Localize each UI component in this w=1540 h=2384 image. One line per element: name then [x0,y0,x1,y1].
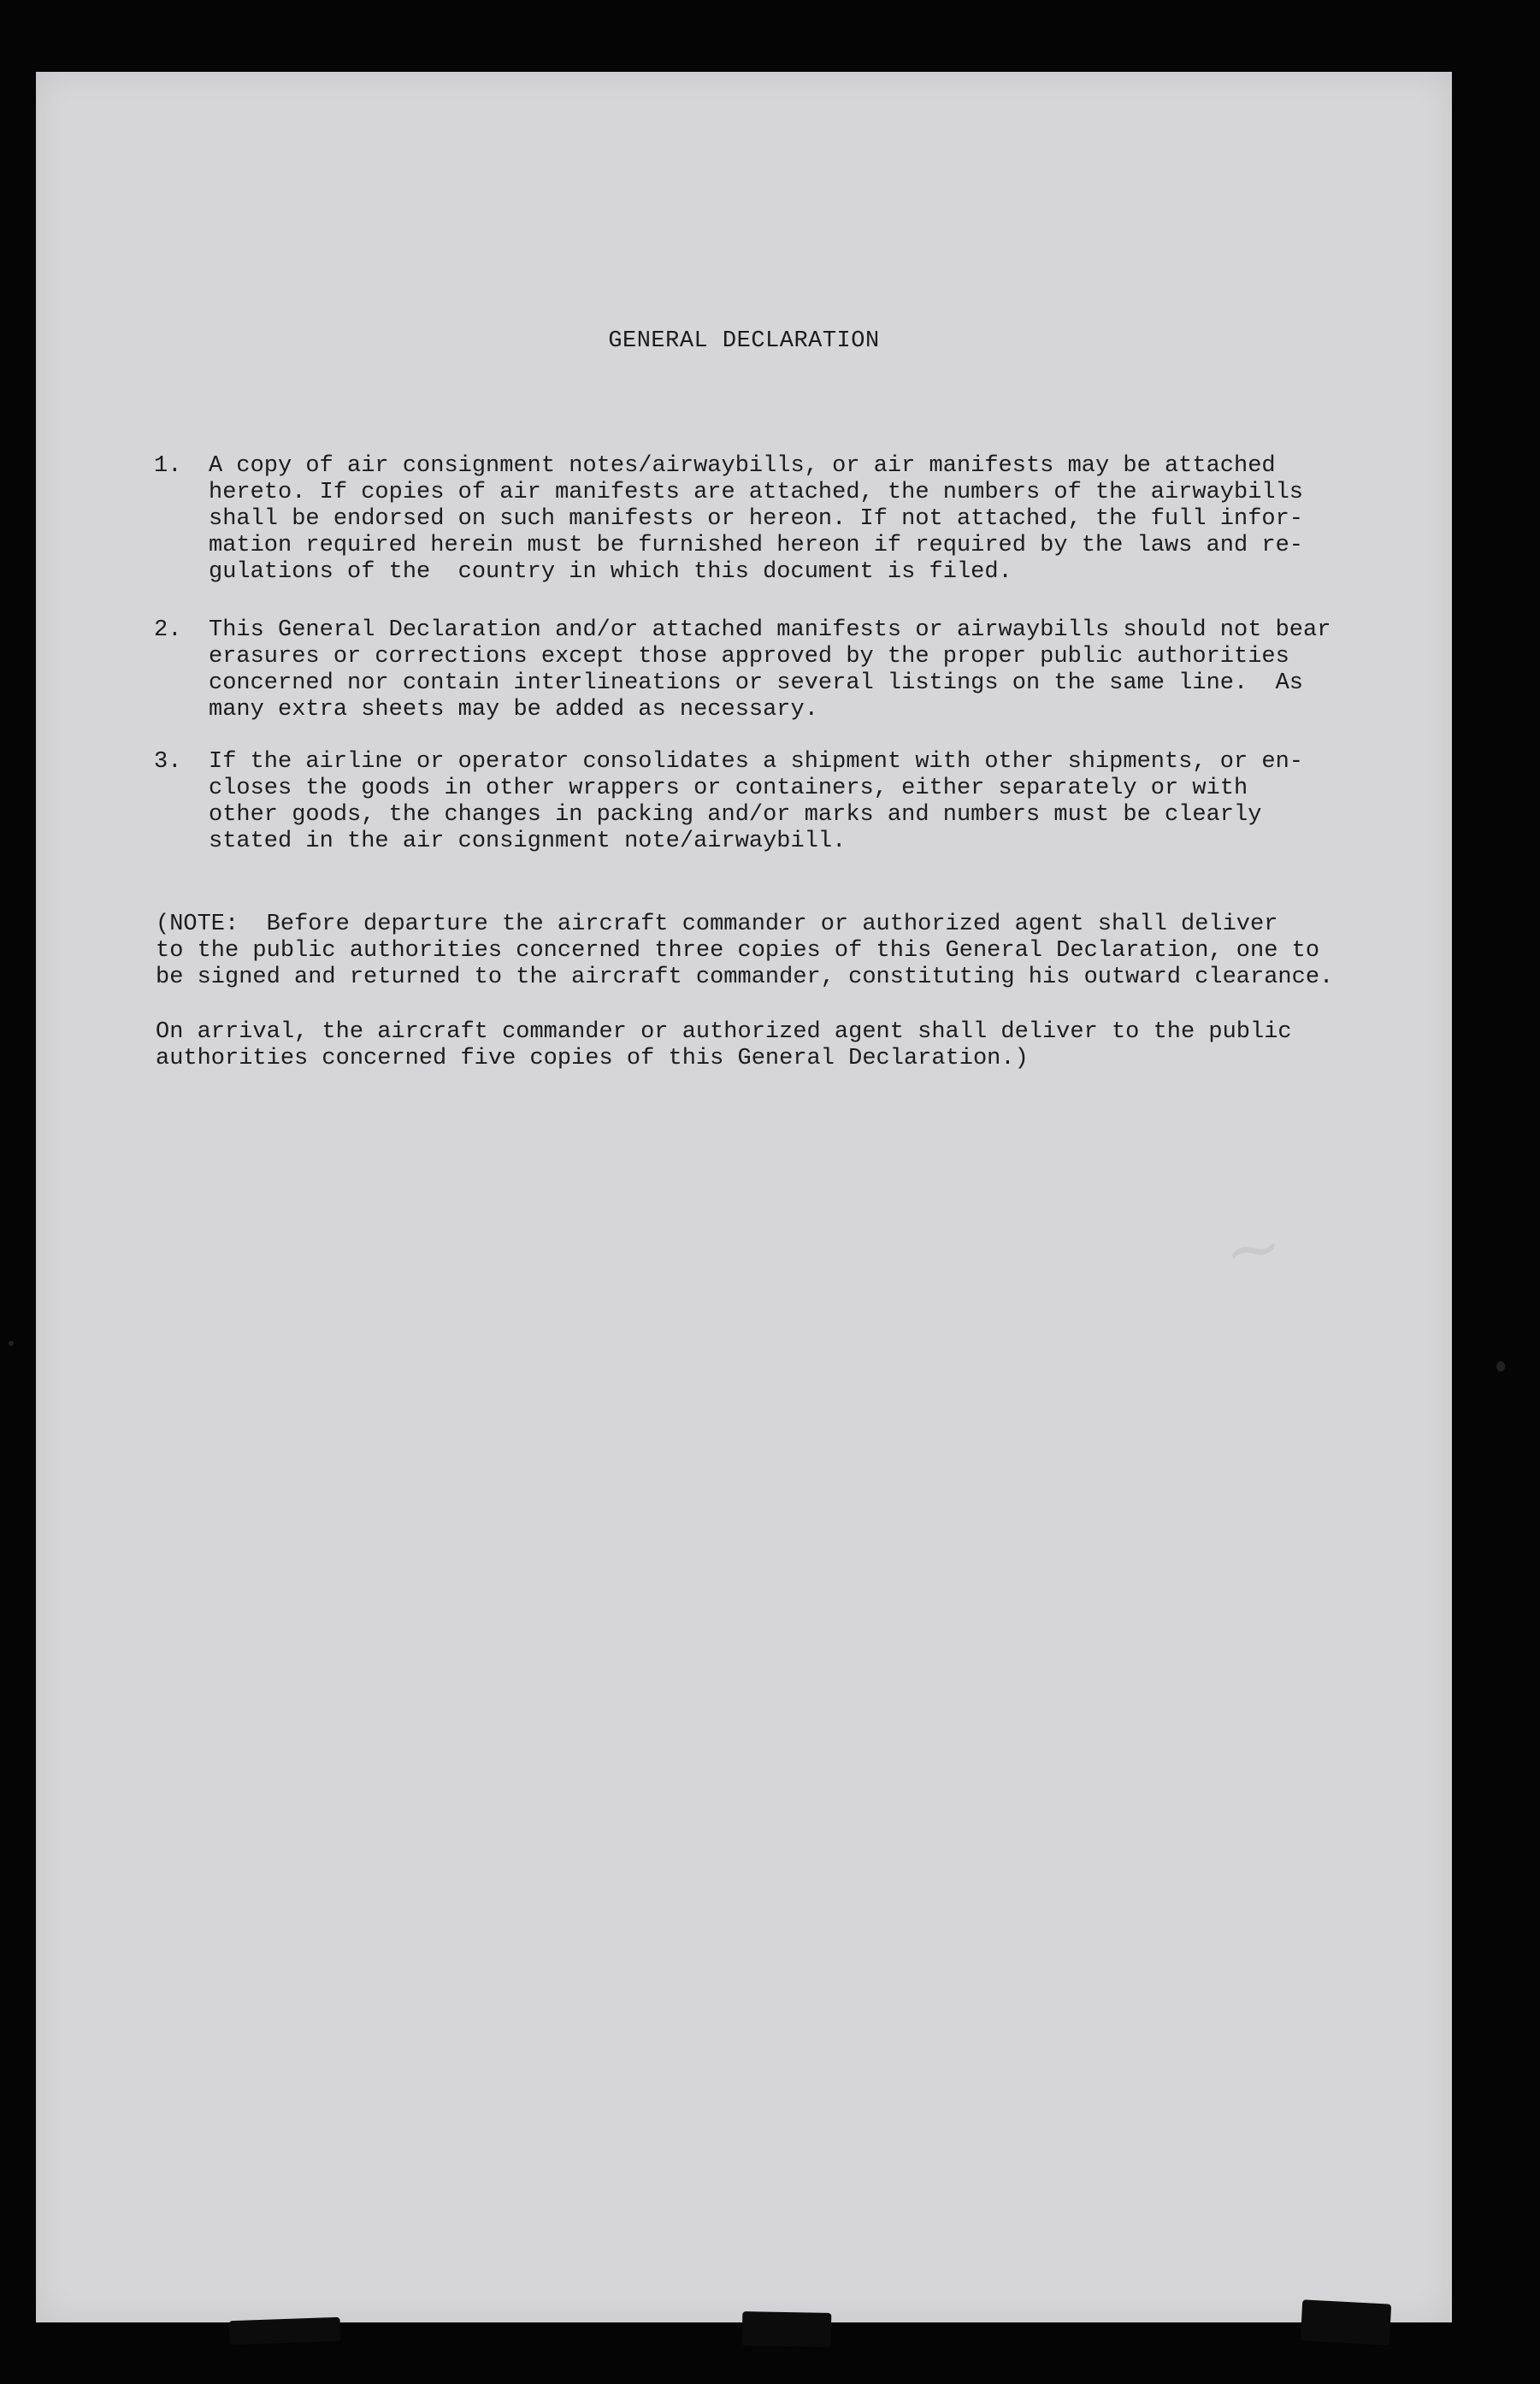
item-text: A copy of air consignment notes/airwaybills, or air manifests may be attached hereto. If copies of air manifests are attached, the numbers of the airwaybills shall be endorsed on such manifests or hereon. If not attached, the full infor- mation required herein must be furnished hereon if required by the laws and re- gulations of the country in which this document is filed. [209,453,1304,585]
item-text: This General Declaration and/or attached manifests or airwaybills should not bear erasures or corrections except those approved by the proper public authorities concerned nor contain interlineations or several listings on the same line. As many extra sheets may be added as necessary. [209,617,1331,723]
note-paragraph: On arrival, the aircraft commander or authorized agent shall deliver to the public authorities concerned five copies of this General Declaration.) [156,1019,1292,1071]
item-number: 1. [154,453,182,479]
document-title: GENERAL DECLARATION [608,328,880,354]
scan-speck [1496,1361,1505,1372]
mounting-tape [742,2311,832,2347]
document-page [36,72,1452,2322]
mounting-tape [1301,2299,1391,2345]
item-number: 3. [154,749,182,775]
bleed-through-mark: ~ [1218,1205,1288,1293]
note-paragraph: (NOTE: Before departure the aircraft commander or authorized agent shall deliver to the public authorities concerned three copies of this General Declaration, one to be signed and returned to the aircraft commander, constituting his outward clearance. [156,912,1334,990]
item-text: If the airline or operator consolidates a shipment with other shipments, or en- closes the goods in other wrappers or containers, either separately or with other goods, the changes in packing and/or marks and numbers must be clearly stated in the air consignment note/airwaybill. [209,749,1304,854]
item-number: 2. [154,617,182,643]
scan-speck [9,1341,14,1346]
mounting-tape [229,2317,341,2346]
